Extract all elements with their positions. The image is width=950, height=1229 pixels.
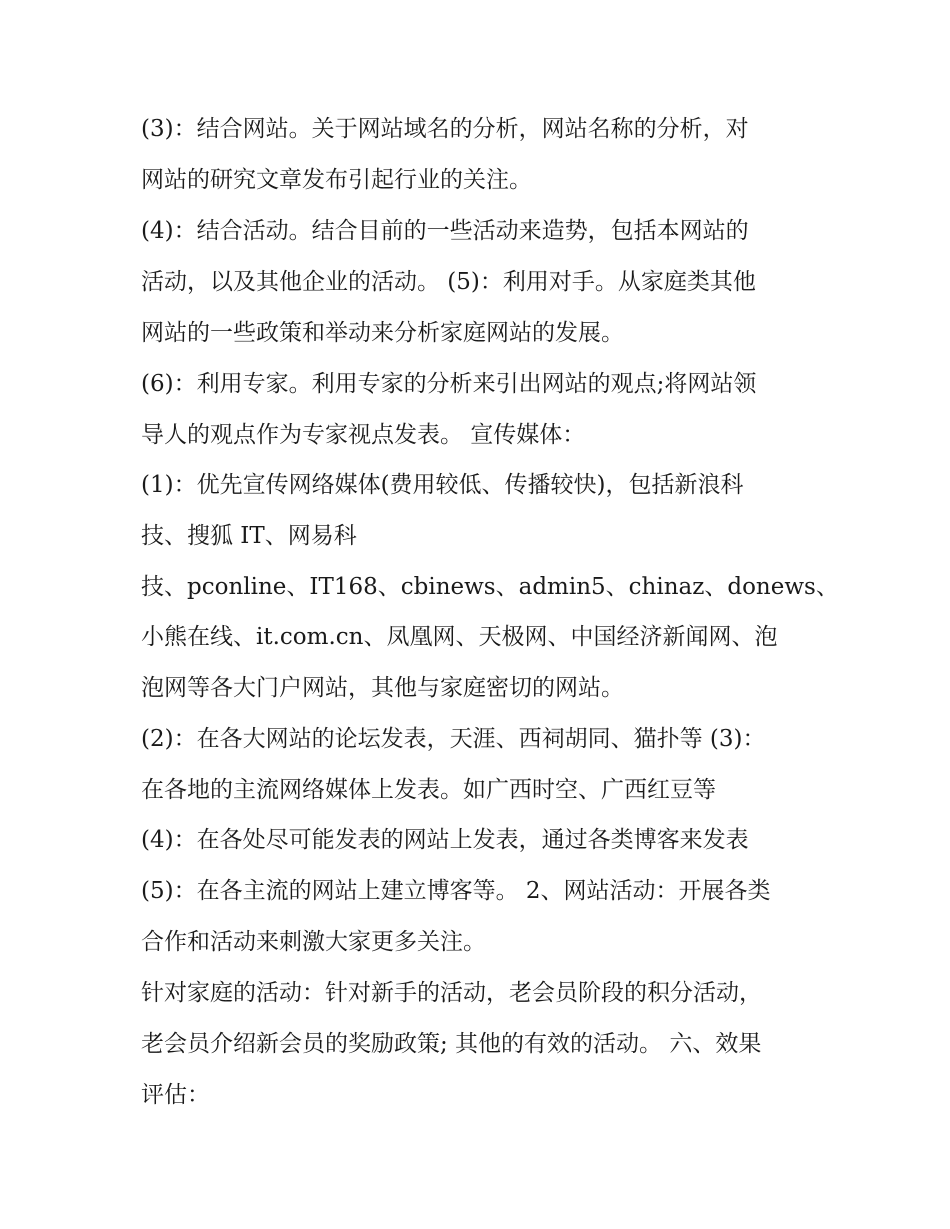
text-line: (4)：结合活动。结合目前的一些活动来造势，包括本网站的 <box>141 218 749 244</box>
text-line: 针对家庭的活动：针对新手的活动，老会员阶段的积分活动， <box>141 980 762 1006</box>
text-line: 评估： <box>141 1082 210 1108</box>
text-line: 在各地的主流网络媒体上发表。如广西时空、广西红豆等 <box>141 777 716 803</box>
text-line: 导人的观点作为专家视点发表。 宣传媒体： <box>141 422 586 448</box>
text-line: 泡网等各大门户网站，其他与家庭密切的网站。 <box>141 675 624 701</box>
text-line: 活动，以及其他企业的活动。 (5)：利用对手。从家庭类其他 <box>141 269 756 295</box>
text-line: 网站的一些政策和举动来分析家庭网站的发展。 <box>141 320 624 346</box>
text-line: (1)：优先宣传网络媒体(费用较低、传播较快)，包括新浪科 <box>141 472 744 498</box>
text-line: 网站的研究文章发布引起行业的关注。 <box>141 167 532 193</box>
text-line: 合作和活动来刺激大家更多关注。 <box>141 929 486 955</box>
text-line: 技、搜狐 IT、网易科 <box>141 523 357 549</box>
text-line: 小熊在线、it.com.cn、凤凰网、天极网、中国经济新闻网、泡 <box>141 624 778 650</box>
text-line: (2)：在各大网站的论坛发表，天涯、西祠胡同、猫扑等 (3)： <box>141 726 766 752</box>
text-line: (4)：在各处尽可能发表的网站上发表，通过各类博客来发表 <box>141 827 749 853</box>
text-line: (3)：结合网站。关于网站域名的分析，网站名称的分析，对 <box>141 116 749 142</box>
text-line: 老会员介绍新会员的奖励政策; 其他的有效的活动。 六、效果 <box>141 1031 762 1057</box>
text-line: (6)：利用专家。利用专家的分析来引出网站的观点;将网站领 <box>141 371 757 397</box>
text-line: (5)：在各主流的网站上建立博客等。 2、网站活动：开展各类 <box>141 878 771 904</box>
text-line: 技、pconline、IT168、cbinews、admin5、chinaz、donews、 <box>141 574 839 600</box>
